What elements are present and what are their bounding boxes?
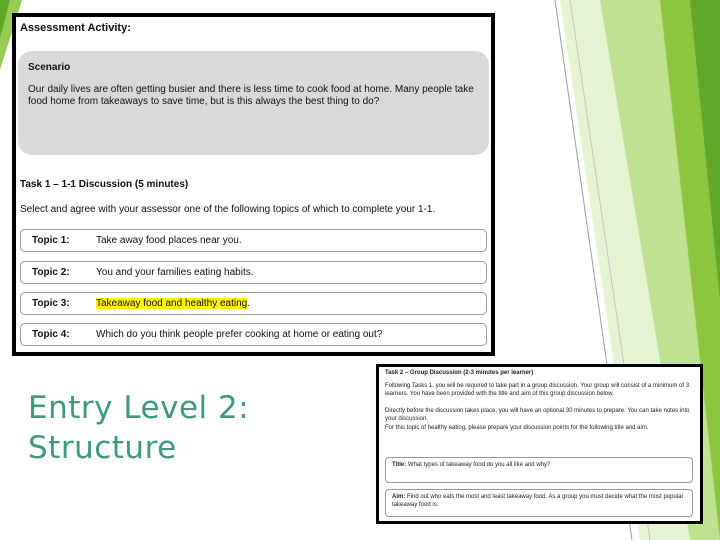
topic-label: Topic 4: — [32, 329, 70, 340]
scenario-text: Our daily lives are often getting busier and there is less time to cook food at home. Many people take food home from takeaways to save time, but is this always the best thing to do? — [28, 84, 474, 107]
topic-label: Topic 2: — [32, 267, 70, 278]
scenario-box — [18, 51, 489, 155]
topic-text: You and your families eating habits. — [96, 267, 254, 278]
topic-row-1 — [20, 229, 487, 252]
slide-title — [28, 388, 249, 468]
task2-title-box — [385, 457, 693, 483]
task2-paragraph-3: For this topic of healthy eating, please prepare your discussion points for the following title and aim. — [385, 425, 649, 431]
topic-text: Take away food places near you. — [96, 235, 242, 246]
title-box-label: Title: — [392, 462, 407, 468]
task2-aim-box — [385, 489, 693, 517]
task1-instruction: Select and agree with your assessor one of the following topics of which to complete your 1-1. — [20, 204, 436, 215]
topic-suffix: . — [247, 298, 251, 309]
topic-row-3 — [20, 292, 487, 315]
topic-text-highlighted — [96, 298, 250, 309]
topic-label: Topic 1: — [32, 235, 70, 246]
task2-paragraph-2: Directly before the discussion takes place, you will have an optional 30 minutes to prepare. You can take notes into your discussion. — [385, 408, 690, 422]
aim-box-text: Find out who eats the most and least takeaway food. As a group you must decide what the most popular takeaway food is. — [392, 494, 684, 508]
task1-title: Task 1 – 1-1 Discussion (5 minutes) — [20, 179, 189, 190]
highlighted-text: Takeaway food and healthy eating — [96, 298, 248, 309]
slide-title-line-2: Structure — [28, 430, 177, 466]
topic-row-4 — [20, 323, 487, 346]
task2-title: Task 2 – Group Discussion (2-3 minutes per learner) — [385, 370, 534, 376]
assessment-heading: Assessment Activity: — [20, 22, 131, 34]
slide-title-line-1: Entry Level 2: — [28, 390, 250, 426]
aim-box-label: Aim: — [392, 494, 406, 500]
task2-paragraph-1: Following Tasks 1, you will be required to take part in a group discussion. Your group will consist of a minimum of 3 learners. You have been provided with the title and aim of this group discussion below. — [385, 383, 690, 397]
topic-row-2 — [20, 261, 487, 284]
assessment-document — [12, 13, 495, 356]
scenario-label: Scenario — [28, 62, 71, 73]
topic-text: Which do you think people prefer cooking at home or eating out? — [96, 329, 383, 340]
title-box-text: What types of takeaway food do you all like and why? — [407, 462, 551, 468]
topic-label: Topic 3: — [32, 298, 70, 309]
task2-document — [376, 364, 703, 524]
